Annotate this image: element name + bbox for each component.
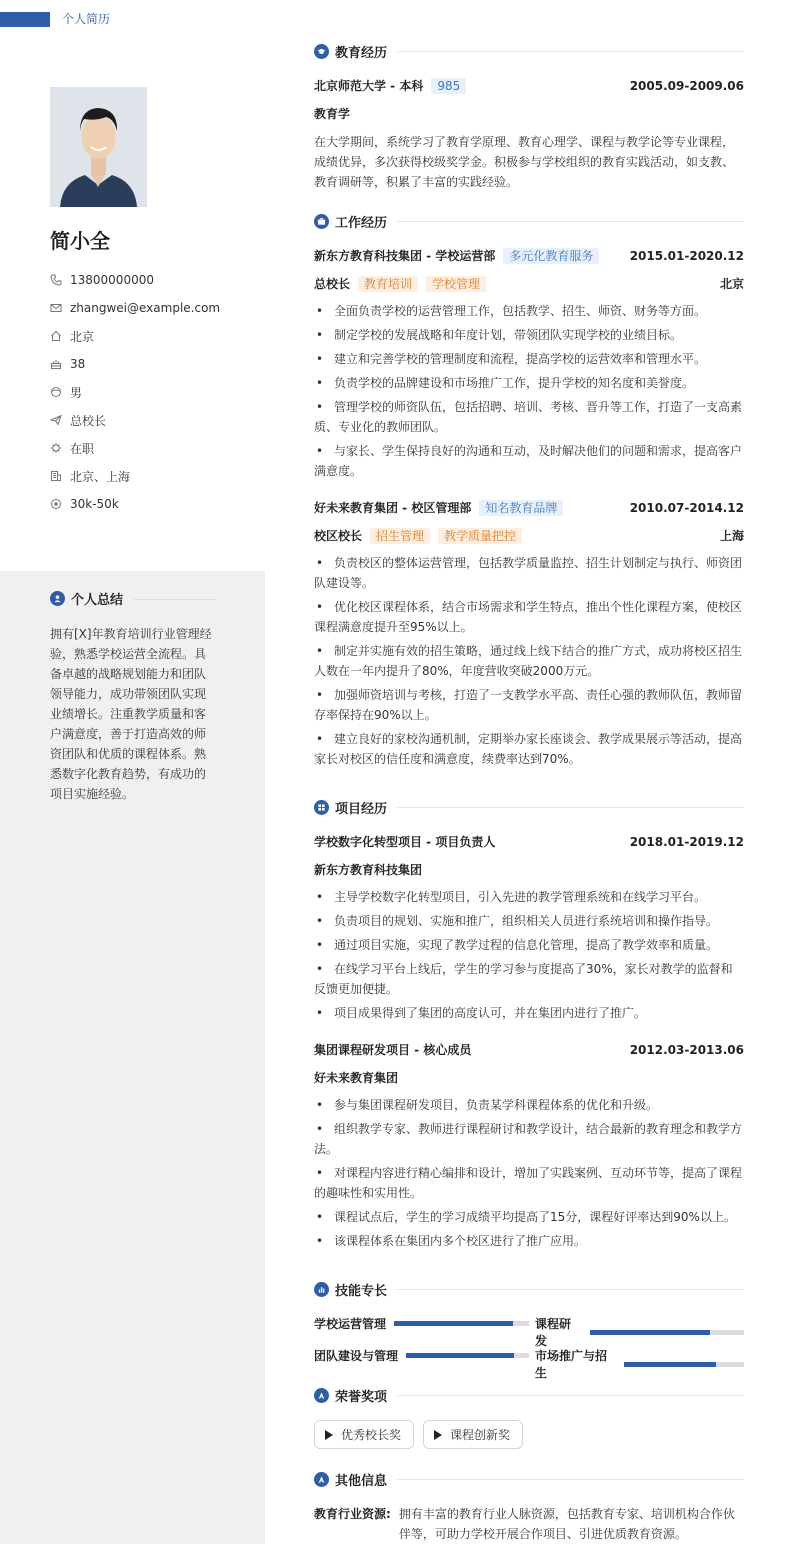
list-item: • 项目成果得到了集团的高度认可，并在集团内进行了推广。: [314, 1003, 744, 1023]
award-badge: [314, 1420, 414, 1449]
education-major-row: [314, 105, 744, 123]
list-item: • 管理学校的师资队伍，包括招聘、培训、考核、晋升等工作，打造了一支高素质、专业化的教师团队。: [314, 397, 744, 437]
info-row-salary: [50, 490, 220, 518]
job-2-date: 2010.07-2014.12: [629, 501, 744, 515]
skill-item: [535, 1347, 744, 1381]
project-2-header-row: [314, 1041, 744, 1059]
contact-info-list: [50, 266, 220, 518]
job-1-skill-tag: 教育培训: [358, 276, 418, 292]
work-title: 工作经历: [335, 216, 388, 231]
user-icon: [50, 591, 65, 606]
skill-level-fill: [624, 1362, 717, 1367]
projects-heading: [314, 798, 744, 817]
list-item: • 该课程体系在集团内多个校区进行了推广应用。: [314, 1231, 744, 1251]
avatar-illustration: [50, 87, 147, 207]
salary-icon: [50, 498, 62, 510]
header-label: 个人简历: [62, 12, 111, 26]
award-icon: [314, 1472, 329, 1487]
skill-name: 团队建设与管理: [314, 1349, 399, 1363]
project-1-org-row: [314, 861, 744, 879]
section-divider: [397, 807, 744, 808]
list-item: • 全面负责学校的运营管理工作，包括教学、招生、师资、财务等方面。: [314, 301, 744, 321]
job-1-tag: 多元化教育服务: [503, 248, 599, 264]
info-age-text: 38: [70, 357, 86, 371]
section-divider: [397, 1479, 744, 1480]
info-row-position: [50, 406, 220, 434]
info-row-email: [50, 294, 220, 322]
project-1-org: 新东方教育科技集团: [314, 863, 423, 877]
job-2-skill-tag: 招生管理: [370, 528, 430, 544]
other-value: 拥有丰富的教育行业人脉资源，包括教育专家、培训机构合作伙伴等，可助力学校开展合作项目、引进优质教育资源。: [398, 1507, 735, 1541]
profile-photo: [50, 87, 147, 207]
job-2-skill-tag: 教学质量把控: [438, 528, 522, 544]
project-1-name: 学校数字化转型项目 - 项目负责人: [314, 835, 496, 849]
education-major: 教育学: [314, 107, 351, 121]
skill-name: 课程研发: [535, 1317, 572, 1348]
info-row-location: [50, 462, 220, 490]
list-item: • 制定学校的发展战略和年度计划，带领团队实现学校的业绩目标。: [314, 325, 744, 345]
mail-icon: [50, 302, 62, 314]
info-row-age: [50, 350, 220, 378]
list-item: • 制定并实施有效的招生策略，通过线上线下结合的推广方式，成功将校区招生人数在一年内提升了80%，年度营收突破2000万元。: [314, 641, 744, 681]
info-gender-text: 男: [70, 385, 83, 400]
info-phone-text: 13800000000: [70, 273, 154, 287]
list-item: • 主导学校数字化转型项目，引入先进的教学管理系统和在线学习平台。: [314, 887, 744, 907]
project-1-bullets: [314, 887, 744, 1027]
info-location-text: 北京、上海: [70, 469, 131, 484]
list-item: • 负责学校的品牌建设和市场推广工作，提升学校的知名度和美誉度。: [314, 373, 744, 393]
phone-icon: [50, 274, 62, 286]
skills-title: 技能专长: [335, 1284, 388, 1299]
info-row-city: [50, 322, 220, 350]
info-email-text: zhangwei@example.com: [70, 301, 221, 315]
send-icon: [50, 414, 62, 426]
list-item: • 负责项目的规划、实施和推广，组织相关人员进行系统培训和操作指导。: [314, 911, 744, 931]
job-2-role: 校区校长: [314, 529, 363, 543]
list-item: • 建立良好的家校沟通机制，定期举办家长座谈会、教学成果展示等活动，提高家长对校区的信任度和满意度，续费率达到70%。: [314, 729, 744, 769]
skill-level-bar: [590, 1330, 744, 1335]
section-divider: [397, 51, 744, 52]
info-status-text: 在职: [70, 441, 95, 456]
project-2-bullets: [314, 1095, 744, 1255]
list-item: • 优化校区课程体系，结合市场需求和学生特点，推出个性化课程方案，使校区课程满意度提升至95%以上。: [314, 597, 744, 637]
job-1-city: 北京: [719, 277, 744, 291]
profile-name: 简小全: [50, 229, 110, 253]
skill-item: [535, 1315, 744, 1349]
skill-level-bar: [406, 1353, 529, 1358]
other-heading: [314, 1470, 744, 1489]
job-2-tag: 知名教育品牌: [479, 500, 563, 516]
school-name: 北京师范大学 - 本科: [314, 79, 424, 93]
skill-level-bar: [394, 1321, 529, 1326]
section-divider: [397, 1395, 744, 1396]
summary-text: 拥有[X]年教育培训行业管理经验，熟悉学校运营全流程。具备卓越的战略规划能力和团队领导能力，成功带领团队实现业绩增长。注重教学质量和客户满意度，善于打造高效的师资团队和优质的课程体系。熟悉数字化教育趋势，有成功的项目实施经验。: [50, 627, 212, 801]
home-icon: [50, 330, 62, 342]
education-header-row: [314, 77, 744, 95]
job-1-skill-tag: 学校管理: [426, 276, 486, 292]
other-info-row: [314, 1504, 744, 1544]
skill-level-bar: [624, 1362, 744, 1367]
cake-icon: [50, 358, 62, 370]
project-1-date: 2018.01-2019.12: [629, 835, 744, 849]
job-1-role: 总校长: [314, 277, 351, 291]
job-2-role-row: [314, 527, 744, 545]
list-item: • 加强师资培训与考核，打造了一支教学水平高、责任心强的教师队伍，教师留存率保持在90%以上。: [314, 685, 744, 725]
bar-chart-icon: [314, 1282, 329, 1297]
job-2-city: 上海: [719, 529, 744, 543]
project-2-org-row: [314, 1069, 744, 1087]
education-description: 在大学期间，系统学习了教育学原理、教育心理学、课程与教学论等专业课程，成绩优异，多次获得校级奖学金。积极参与学校组织的教育实践活动，如支教、教育调研等，积累了丰富的实践经验。: [314, 135, 735, 189]
list-item: • 组织教学专家、教师进行课程研讨和教学设计，结合最新的教育理念和教学方法。: [314, 1119, 744, 1159]
section-divider: [397, 221, 744, 222]
graduation-cap-icon: [314, 44, 329, 59]
job-2-bullets: [314, 553, 744, 773]
skill-level-fill: [590, 1330, 710, 1335]
summary-heading: [50, 589, 123, 608]
awards-heading: [314, 1386, 744, 1405]
other-title: 其他信息: [335, 1474, 388, 1489]
project-2-name: 集团课程研发项目 - 核心成员: [314, 1043, 472, 1057]
list-item: • 参与集团课程研发项目，负责某学科课程体系的优化和升级。: [314, 1095, 744, 1115]
info-city-text: 北京: [70, 329, 95, 344]
other-key: 教育行业资源:: [314, 1507, 391, 1521]
list-item: • 负责校区的整体运营管理，包括教学质量监控、招生计划制定与执行、师资团队建设等。: [314, 553, 744, 593]
play-icon: [325, 1430, 333, 1440]
list-item: • 课程试点后，学生的学习成绩平均提高了15分，课程好评率达到90%以上。: [314, 1207, 744, 1227]
skills-heading: [314, 1280, 744, 1299]
job-2-header-row: [314, 499, 744, 517]
info-row-phone: [50, 266, 220, 294]
education-date: 2005.09-2009.06: [629, 79, 744, 93]
section-divider: [397, 1289, 744, 1290]
info-salary-text: 30k-50k: [70, 497, 119, 511]
project-1-header-row: [314, 833, 744, 851]
list-item: • 与家长、学生保持良好的沟通和互动，及时解决他们的问题和需求，提高客户满意度。: [314, 441, 744, 481]
status-icon: [50, 442, 62, 454]
job-1-date: 2015.01-2020.12: [629, 249, 744, 263]
job-1-bullets: [314, 301, 744, 485]
award-label: 优秀校长奖: [341, 1428, 402, 1442]
list-item: • 对课程内容进行精心编排和设计，增加了实践案例、互动环节等，提高了课程的趣味性和实用性。: [314, 1163, 744, 1203]
list-item: • 建立和完善学校的管理制度和流程，提高学校的运营效率和管理水平。: [314, 349, 744, 369]
job-2-company: 好未来教育集团 - 校区管理部: [314, 501, 472, 515]
job-1-header-row: [314, 247, 744, 265]
list-item: • 在线学习平台上线后，学生的学习参与度提高了30%，家长对教学的监督和反馈更加便捷。: [314, 959, 744, 999]
project-2-date: 2012.03-2013.06: [629, 1043, 744, 1057]
summary-divider: [134, 599, 216, 600]
info-row-status: [50, 434, 220, 462]
job-1-role-row: [314, 275, 744, 293]
info-position-text: 总校长: [70, 413, 107, 428]
skill-name: 市场推广与招生: [535, 1349, 608, 1380]
skill-name: 学校运营管理: [314, 1317, 387, 1331]
grid-icon: [314, 800, 329, 815]
skill-level-fill: [406, 1353, 514, 1358]
projects-title: 项目经历: [335, 802, 388, 817]
awards-title: 荣誉奖项: [335, 1390, 388, 1405]
education-title: 教育经历: [335, 46, 388, 61]
list-item: • 通过项目实施，实现了教学过程的信息化管理，提高了教学效率和质量。: [314, 935, 744, 955]
skill-level-fill: [394, 1321, 513, 1326]
gender-icon: [50, 386, 62, 398]
header-accent-bar: [0, 12, 50, 27]
job-1-company: 新东方教育科技集团 - 学校运营部: [314, 249, 496, 263]
education-heading: [314, 42, 744, 61]
info-row-gender: [50, 378, 220, 406]
project-2-org: 好未来教育集团: [314, 1071, 399, 1085]
award-badge: [423, 1420, 523, 1449]
award-label: 课程创新奖: [450, 1428, 511, 1442]
award-icon: [314, 1388, 329, 1403]
work-heading: [314, 212, 744, 231]
skill-item: [314, 1315, 529, 1332]
briefcase-icon: [314, 214, 329, 229]
summary-title-text: 个人总结: [71, 593, 124, 608]
building-icon: [50, 470, 62, 482]
play-icon: [434, 1430, 442, 1440]
school-tag: 985: [431, 78, 466, 94]
skill-item: [314, 1347, 529, 1364]
